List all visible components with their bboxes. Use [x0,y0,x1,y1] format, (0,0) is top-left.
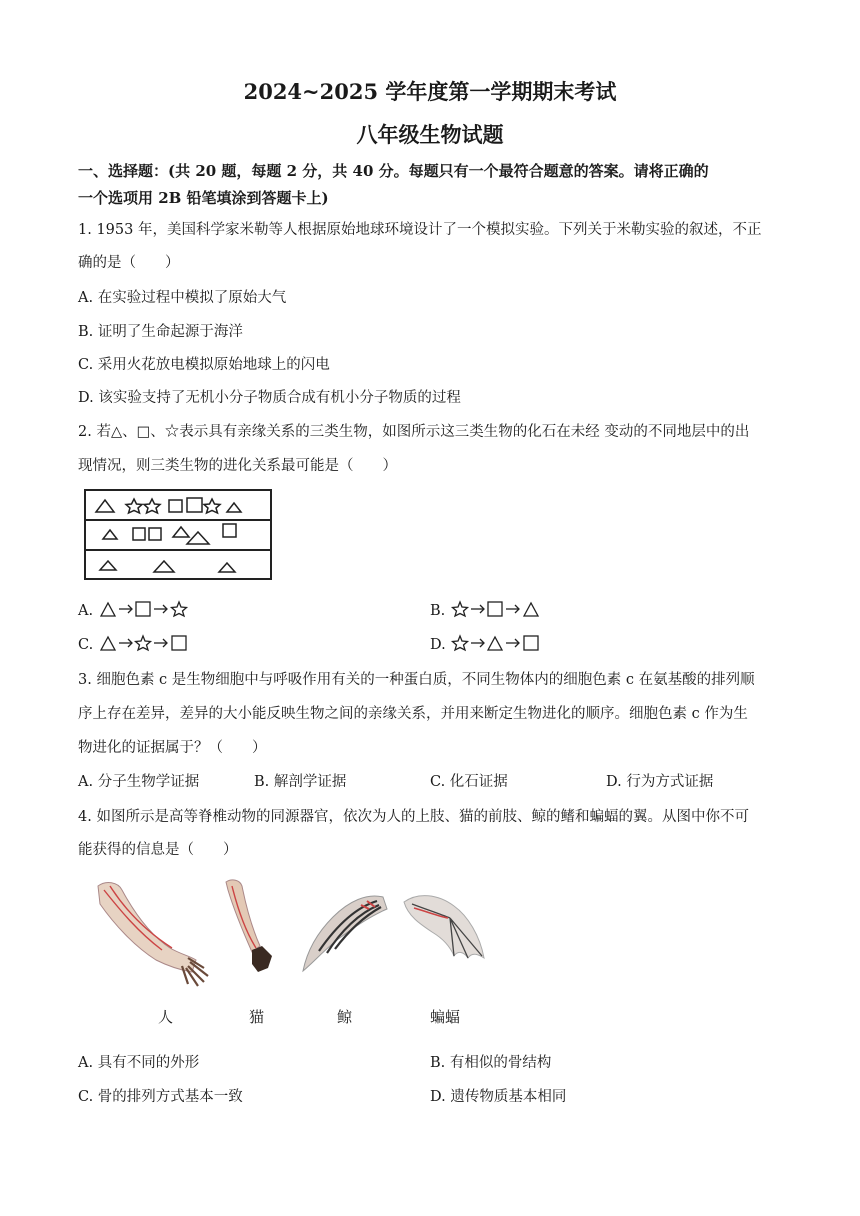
label-whale: 鲸 [337,1008,353,1026]
square-fossil-icon [187,498,202,512]
q2-option-a[interactable] [78,600,194,619]
triangle-fossil-icon [187,532,209,544]
fossil-symbols [86,491,272,579]
q3-option-c[interactable]: C. 化石证据 [430,774,508,790]
q1-option-a[interactable]: A. 在实验过程中模拟了原始大气 [78,290,287,306]
square-fossil-icon [223,524,236,537]
option-letter: C. [78,637,94,653]
star-icon [171,602,186,616]
evolution-sequence-d [450,634,546,652]
label-human: 人 [158,1008,174,1026]
q2-option-c[interactable] [78,634,194,653]
triangle-fossil-icon [227,503,241,512]
triangle-icon [488,637,502,650]
q3-stem-line1: 3. 细胞色素 c 是生物细胞中与呼吸作用有关的一种蛋白质，不同生物体内的细胞色素 c 在氨基酸的排列顺 [78,672,755,688]
triangle-icon [524,603,538,616]
triangle-fossil-icon [219,563,235,572]
q1-stem-line2: 确的是（ ） [78,255,180,271]
section-heading-line1: 一、选择题：(共 20 题，每题 2 分，共 40 分。每题只有一个最符合题意的答案。请将正确的 [78,162,709,180]
triangle-icon [101,637,115,650]
section-heading-line2: 一个选项用 2B 铅笔填涂到答题卡上) [78,189,329,207]
triangle-fossil-icon [103,530,117,539]
q3-option-b[interactable]: B. 解剖学证据 [254,774,347,790]
triangle-fossil-icon [100,561,116,570]
human-arm-image [92,876,216,991]
q1-stem-line1: 1. 1953 年，美国科学家米勒等人根据原始地球环境设计了一个模拟实验。下列关于米勒实验的叙述，不正 [78,222,762,238]
q1-option-d[interactable]: D. 该实验支持了无机小分子物质合成有机小分子物质的过程 [78,390,461,406]
label-cat: 猫 [249,1008,265,1026]
square-icon [524,636,538,650]
star-icon [452,602,467,616]
square-fossil-icon [169,500,182,512]
q4-stem-line1: 4. 如图所示是高等脊椎动物的同源器官，依次为人的上肢、猫的前肢、鲸的鳍和蝙蝠的翼。从图中你不可 [78,809,749,825]
bat-wing-image [398,888,490,982]
triangle-fossil-icon [96,500,114,512]
evolution-sequence-c [98,634,194,652]
evolution-sequence-b [450,600,546,618]
q4-option-a[interactable]: A. 具有不同的外形 [78,1055,200,1071]
q4-option-d[interactable]: D. 遗传物质基本相同 [430,1089,567,1105]
q2-stem-line2: 现情况，则三类生物的进化关系最可能是（ ） [78,458,397,474]
q3-stem-line3: 物进化的证据属于？（ ） [78,740,267,756]
triangle-fossil-icon [173,527,189,537]
exam-subtitle: 八年级生物试题 [356,122,504,147]
q4-option-b[interactable]: B. 有相似的骨结构 [430,1055,552,1071]
star-icon [453,636,468,650]
label-bat: 蝙蝠 [430,1008,461,1026]
q4-option-c[interactable]: C. 骨的排列方式基本一致 [78,1089,243,1105]
star-fossil-icon [144,499,160,513]
q3-option-a[interactable]: A. 分子生物学证据 [78,774,200,790]
cat-forelimb-image [222,876,284,976]
q2-option-b[interactable] [430,600,546,619]
option-letter: A. [78,603,94,619]
triangle-icon [101,603,115,616]
square-icon [172,636,186,650]
q2-option-d[interactable] [430,634,546,653]
square-icon [136,602,150,616]
q2-stem-line1: 2. 若△、□、☆表示具有亲缘关系的三类生物，如图所示这三类生物的化石在未经 变动的不同地层中的出 [78,424,750,440]
star-fossil-icon [126,499,142,513]
evolution-sequence-a [98,600,194,618]
q3-stem-line2: 序上存在差异，差异的大小能反映生物之间的亲缘关系，并用来断定生物进化的顺序。细胞色素 c 作为生 [78,706,748,722]
option-letter: D. [430,637,446,653]
square-fossil-icon [149,528,161,540]
square-icon [488,602,502,616]
option-letter: B. [430,603,446,619]
star-icon [135,636,150,650]
q1-option-b[interactable]: B. 证明了生命起源于海洋 [78,324,243,340]
square-fossil-icon [133,528,145,540]
q4-stem-line2: 能获得的信息是（ ） [78,842,238,858]
whale-flipper-image [297,891,389,979]
q1-option-c[interactable]: C. 采用火花放电模拟原始地球上的闪电 [78,357,330,373]
fossil-strata-figure [84,489,272,580]
exam-title: 2024~2025 学年度第一学期期末考试 [243,79,617,104]
triangle-fossil-icon [154,561,174,572]
star-fossil-icon [204,499,220,513]
q3-option-d[interactable]: D. 行为方式证据 [606,774,714,790]
